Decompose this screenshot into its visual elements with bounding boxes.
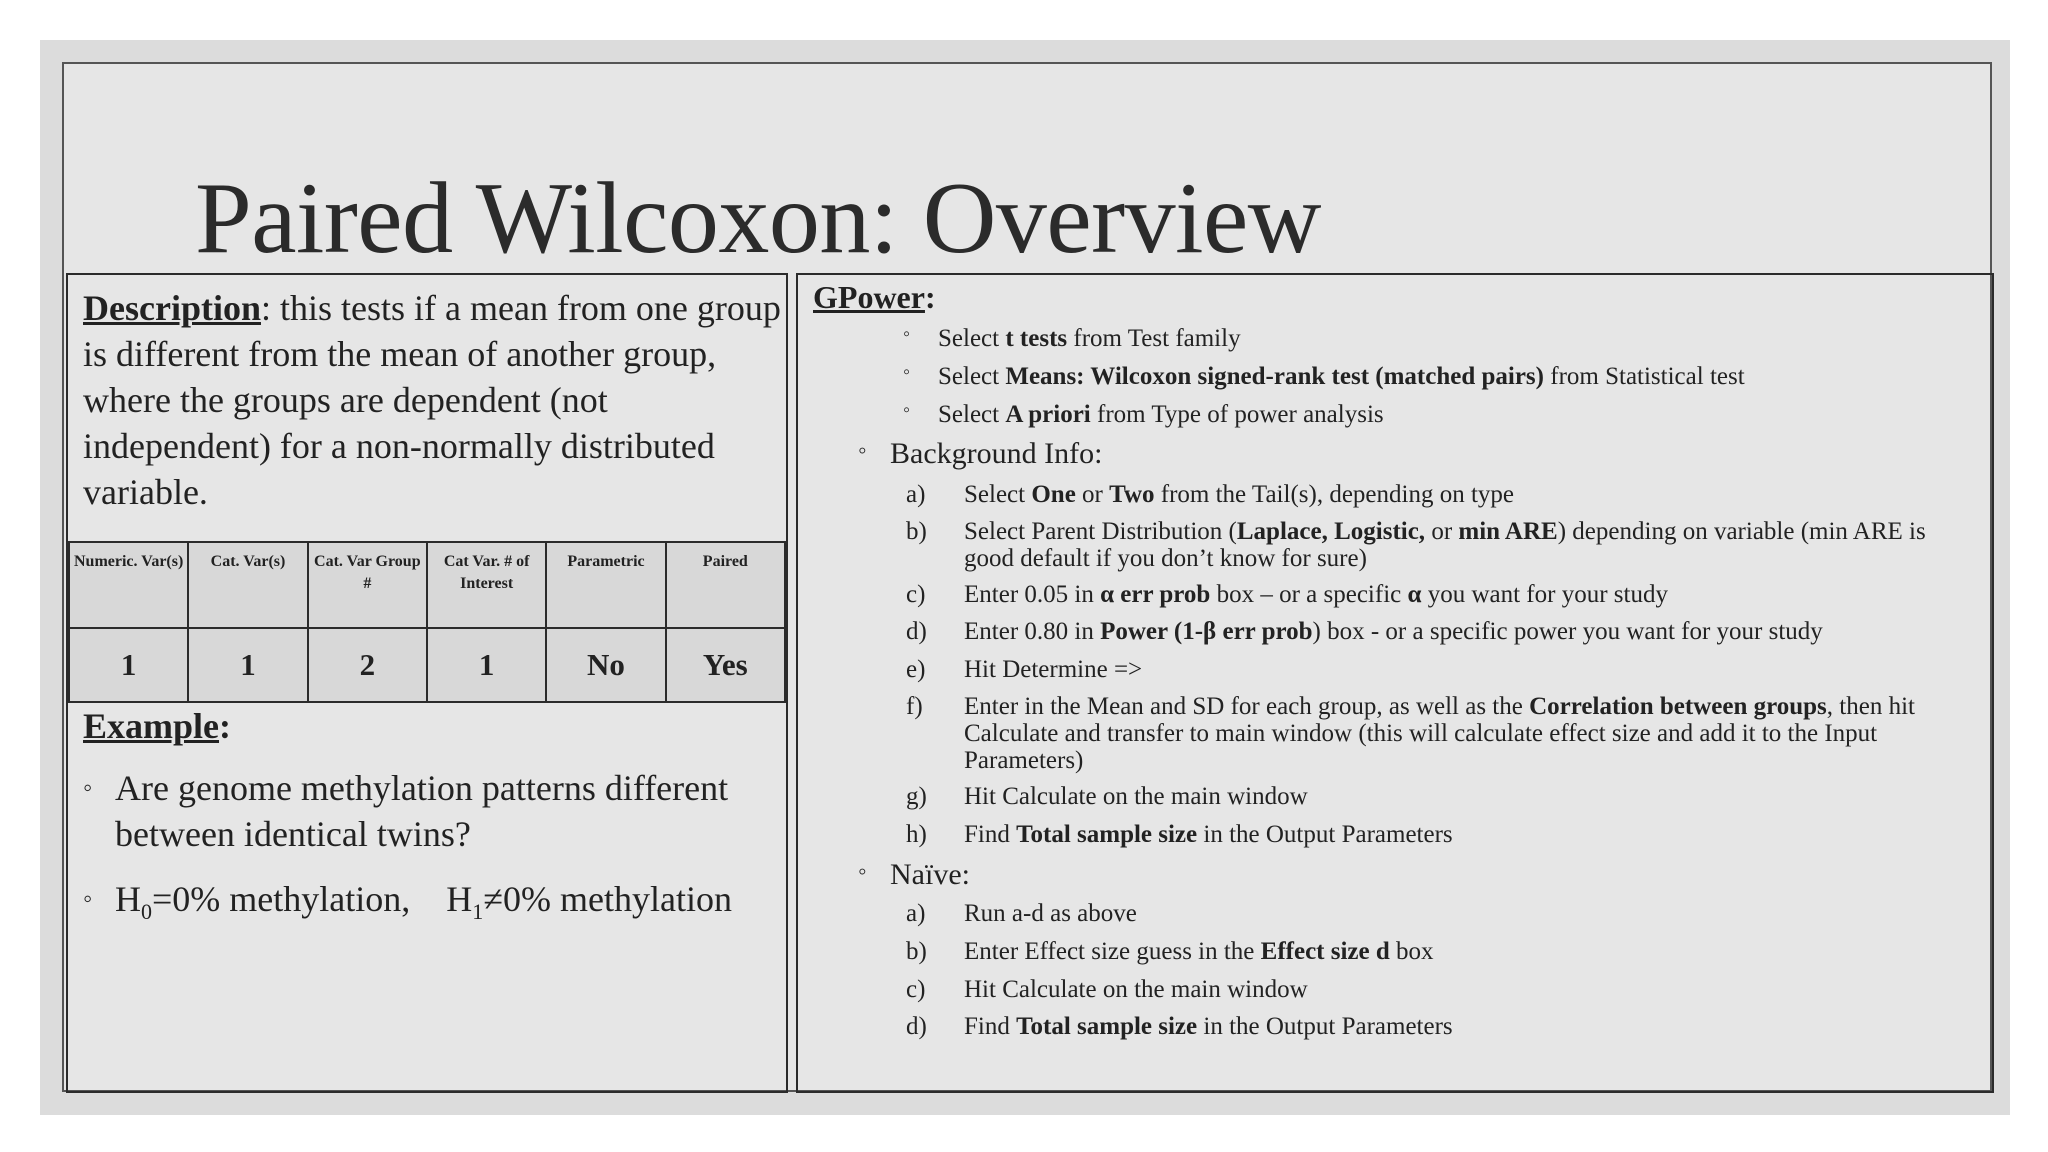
step-marker: d) — [906, 618, 927, 645]
table-value-cell: Yes — [666, 628, 785, 702]
step-marker: e) — [906, 656, 926, 683]
background-step: Hit Calculate on the main window — [964, 783, 1308, 810]
step-marker: f) — [906, 693, 923, 720]
table-header-cell: Paired — [666, 542, 785, 628]
table-header-cell: Cat Var. # of Interest — [427, 542, 546, 628]
background-info-title: Background Info: — [890, 437, 1103, 470]
background-step: Enter 0.80 in Power (1-β err prob) box - or a specific power you want for your study — [964, 618, 1823, 645]
background-step: Hit Determine => — [964, 656, 1143, 683]
h1-subscript: 1 — [472, 899, 484, 925]
h0-subscript: 0 — [141, 899, 152, 925]
gpower-heading: GPower — [813, 279, 925, 315]
bullet-icon: ◦ — [903, 361, 911, 383]
table-header-cell: Cat. Var(s) — [188, 542, 307, 628]
background-step: Enter 0.05 in α err prob box – or a specific α you want for your study — [964, 581, 1668, 608]
description-paragraph — [83, 285, 783, 515]
select-item-power-analysis: Select A priori from Type of power analysis — [938, 401, 1384, 428]
left-panel — [66, 273, 788, 1093]
step-marker: a) — [906, 481, 926, 508]
select-item-test-family: Select t tests from Test family — [938, 325, 1241, 352]
bullet-icon: ◦ — [858, 438, 867, 464]
table-header-cell: Parametric — [546, 542, 665, 628]
background-step: Select Parent Distribution (Laplace, Logistic, or min ARE) depending on variable (min ARE is good default if you don’t know for sure) — [964, 518, 1926, 572]
step-marker: d) — [906, 1013, 927, 1040]
bullet-icon: ◦ — [83, 884, 93, 913]
slide-title: Paired Wilcoxon: Overview — [195, 162, 1321, 275]
naive-title: Naïve: — [890, 858, 970, 891]
description-colon: : — [260, 288, 271, 328]
naive-step: Run a-d as above — [964, 900, 1137, 927]
step-marker: b) — [906, 938, 927, 965]
example-heading-line — [83, 703, 231, 749]
description-text: this tests if a mean from one group is different from the mean of another group, where the groups are dependent (not independent) for a non-normally distributed variable. — [83, 288, 781, 512]
example-question: Are genome methylation patterns different between identical twins? — [115, 768, 729, 854]
step-marker: b) — [906, 518, 927, 545]
step-marker: g) — [906, 783, 927, 810]
select-item-statistical-test: Select Means: Wilcoxon signed-rank test (matched pairs) from Statistical test — [938, 363, 1745, 390]
example-colon: : — [219, 706, 232, 746]
list-item — [83, 765, 783, 857]
example-list — [83, 765, 783, 954]
table-value-cell: 1 — [188, 628, 307, 702]
table-header-cell: Numeric. Var(s) — [69, 542, 188, 628]
step-marker: c) — [906, 976, 926, 1003]
list-item — [83, 876, 783, 935]
table-header-cell: Cat. Var Group # — [308, 542, 427, 628]
naive-step: Enter Effect size guess in the Effect size d box — [964, 938, 1434, 965]
description-heading: Description — [83, 288, 261, 328]
step-marker: a) — [906, 900, 926, 927]
table-value-cell: 1 — [69, 628, 188, 702]
naive-step: Hit Calculate on the main window — [964, 976, 1308, 1003]
table-value-cell: 1 — [427, 628, 546, 702]
table-value-cell: 2 — [308, 628, 427, 702]
bullet-icon: ◦ — [83, 773, 93, 802]
gpower-colon: : — [924, 279, 936, 315]
hypothesis-alt — [446, 879, 732, 925]
table-value-cell: No — [546, 628, 665, 702]
test-properties-table — [68, 541, 786, 703]
naive-step: Find Total sample size in the Output Parameters — [964, 1013, 1453, 1040]
background-step: Enter in the Mean and SD for each group, as well as the Correlation between groups, then hit Calculate and transfer to main window (this will calculate effect size and add it to the Input Parameters) — [964, 693, 1915, 774]
gpower-heading-line — [813, 275, 936, 319]
table-header-row — [69, 542, 785, 628]
step-marker: h) — [906, 821, 927, 848]
bullet-icon: ◦ — [903, 399, 911, 421]
h1-letter: H — [446, 879, 473, 919]
h0-letter: H — [115, 879, 141, 919]
example-heading: Example — [83, 706, 220, 746]
step-marker: c) — [906, 581, 926, 608]
right-panel — [796, 273, 1994, 1093]
hypothesis-null — [115, 879, 411, 925]
background-step: Find Total sample size in the Output Parameters — [964, 821, 1453, 848]
h1-text: ≠0% methylation — [483, 879, 732, 919]
h0-text: =0% methylation, — [152, 879, 411, 919]
table-value-row — [69, 628, 785, 702]
bullet-icon: ◦ — [858, 859, 867, 885]
bullet-icon: ◦ — [903, 323, 911, 345]
background-step: Select One or Two from the Tail(s), depending on type — [964, 481, 1515, 508]
